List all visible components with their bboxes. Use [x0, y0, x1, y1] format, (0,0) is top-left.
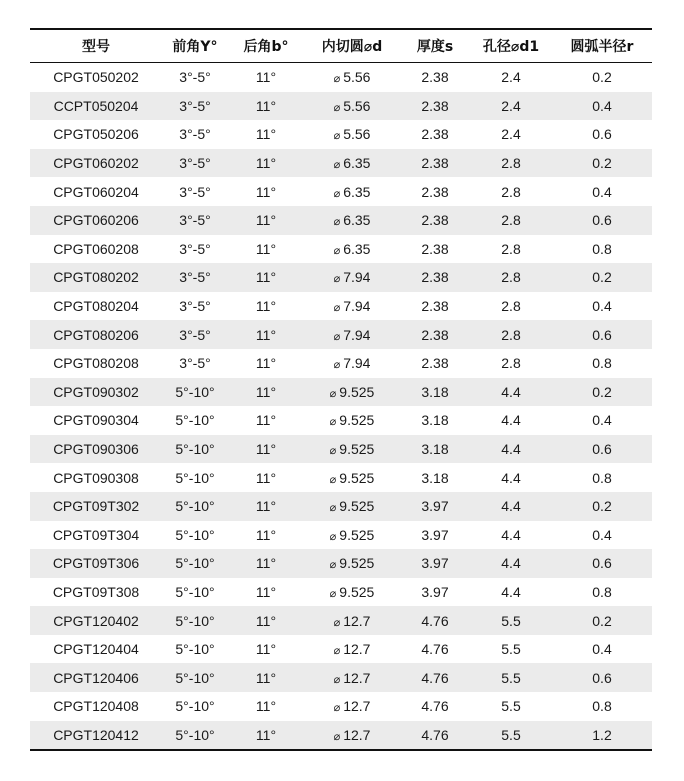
- cell-thickness: 4.76: [400, 606, 470, 635]
- cell-clearance-angle: 11°: [228, 663, 304, 692]
- cell-inscribed-circle: [304, 578, 400, 607]
- cell-hole-diameter: 2.8: [501, 183, 521, 200]
- cell-hole-diameter: 2.8: [470, 206, 552, 235]
- cell-thickness: 2.38: [400, 320, 470, 349]
- cell-hole-diameter: 4.4: [501, 412, 521, 429]
- cell-thickness: 2.38: [400, 263, 470, 292]
- cell-rake-angle: 3°-5°: [162, 149, 228, 178]
- cell-rake-angle: 5°-10°: [175, 469, 215, 486]
- diameter-symbol-icon: ⌀: [333, 330, 341, 343]
- inscribed-circle-value: 6.35: [343, 183, 371, 200]
- inscribed-circle-value: 12.7: [343, 612, 371, 629]
- cell-clearance-angle: 11°: [228, 263, 304, 292]
- cell-rake-angle: 3°-5°: [179, 240, 211, 257]
- table-row: [30, 435, 652, 464]
- table-row: [30, 463, 652, 492]
- table-row: [30, 92, 652, 121]
- cell-corner-radius: 0.2: [552, 492, 652, 521]
- diameter-symbol-icon: ⌀: [333, 302, 341, 315]
- cell-corner-radius: 0.6: [552, 435, 652, 464]
- cell-rake-angle: 3°-5°: [162, 92, 228, 121]
- cell-thickness: 3.18: [421, 469, 449, 486]
- cell-rake-angle: 5°-10°: [175, 698, 215, 715]
- cell-clearance-angle: 11°: [255, 183, 277, 200]
- header-clearance-angle: 后角b°: [243, 39, 289, 55]
- cell-model: CPGT09T302: [30, 492, 162, 521]
- table-row: [30, 349, 652, 378]
- cell-hole-diameter: 2.4: [470, 92, 552, 121]
- cell-model: CPGT09T306: [30, 549, 162, 578]
- cell-corner-radius: 0.2: [552, 606, 652, 635]
- table-row: [30, 578, 652, 607]
- cell-hole-diameter: 2.8: [501, 355, 521, 372]
- inscribed-circle-value: 9.525: [339, 469, 375, 486]
- cell-hole-diameter: 4.4: [501, 469, 521, 486]
- cell-rake-angle: 3°-5°: [179, 69, 211, 86]
- cell-corner-radius: 0.4: [552, 92, 652, 121]
- table-row: [30, 292, 652, 321]
- cell-hole-diameter: 4.4: [501, 526, 521, 543]
- cell-inscribed-circle: [304, 435, 400, 464]
- cell-inscribed-circle: [304, 635, 400, 664]
- cell-thickness: 2.38: [421, 240, 449, 257]
- cell-model: CPGT080204: [53, 298, 139, 315]
- cell-hole-diameter: 2.8: [501, 298, 521, 315]
- cell-hole-diameter: 2.8: [470, 263, 552, 292]
- cell-inscribed-circle: [304, 177, 400, 206]
- cell-corner-radius: 0.8: [592, 355, 612, 372]
- table-row: [30, 606, 652, 635]
- table-row: [30, 378, 652, 407]
- table-row: [30, 263, 652, 292]
- cell-model: CPGT050206: [53, 126, 139, 143]
- inscribed-circle-value: 6.35: [343, 212, 371, 229]
- cell-inscribed-circle: [304, 63, 400, 92]
- cell-thickness: 4.76: [400, 721, 470, 751]
- cell-clearance-angle: 11°: [255, 698, 277, 715]
- cell-hole-diameter: 2.8: [470, 149, 552, 178]
- cell-corner-radius: 1.2: [552, 721, 652, 751]
- diameter-symbol-icon: ⌀: [333, 730, 341, 743]
- table-row: [30, 406, 652, 435]
- cell-rake-angle: 5°-10°: [162, 378, 228, 407]
- cell-thickness: 3.18: [421, 412, 449, 429]
- cell-corner-radius: 0.6: [592, 126, 612, 143]
- cell-clearance-angle: 11°: [255, 298, 277, 315]
- diameter-symbol-icon: ⌀: [333, 273, 341, 286]
- cell-thickness: 3.18: [400, 435, 470, 464]
- cell-inscribed-circle: [304, 721, 400, 751]
- cell-corner-radius: 0.8: [592, 698, 612, 715]
- cell-thickness: 2.38: [421, 298, 449, 315]
- cell-model: CPGT09T304: [52, 526, 140, 543]
- cell-thickness: 2.38: [400, 206, 470, 235]
- header-inscribed-circle: 内切圆⌀d: [321, 39, 383, 55]
- table-row: [30, 235, 652, 264]
- cell-clearance-angle: 11°: [228, 721, 304, 751]
- cell-clearance-angle: 11°: [228, 149, 304, 178]
- diameter-symbol-icon: ⌀: [329, 473, 337, 486]
- cell-hole-diameter: 5.5: [501, 698, 521, 715]
- cell-clearance-angle: 11°: [255, 126, 277, 143]
- cell-inscribed-circle: [304, 663, 400, 692]
- diameter-symbol-icon: ⌀: [333, 216, 341, 229]
- cell-rake-angle: 3°-5°: [179, 355, 211, 372]
- cell-thickness: 3.18: [400, 378, 470, 407]
- cell-corner-radius: 0.6: [552, 320, 652, 349]
- inscribed-circle-value: 9.525: [339, 526, 375, 543]
- cell-thickness: 2.38: [400, 149, 470, 178]
- inscribed-circle-value: 7.94: [343, 298, 371, 315]
- inscribed-circle-value: 9.525: [339, 555, 375, 572]
- inscribed-circle-value: 9.525: [339, 383, 375, 400]
- inscribed-circle-value: 5.56: [343, 69, 371, 86]
- table-row: [30, 521, 652, 550]
- cell-rake-angle: 5°-10°: [175, 641, 215, 658]
- cell-hole-diameter: 4.4: [501, 583, 521, 600]
- table-row: [30, 692, 652, 721]
- cell-hole-diameter: 2.8: [501, 240, 521, 257]
- inscribed-circle-value: 9.525: [339, 441, 375, 458]
- cell-rake-angle: 5°-10°: [162, 492, 228, 521]
- cell-corner-radius: 0.6: [552, 663, 652, 692]
- diameter-symbol-icon: ⌀: [333, 159, 341, 172]
- cell-inscribed-circle: [304, 292, 400, 321]
- diameter-symbol-icon: ⌀: [333, 101, 341, 114]
- cell-inscribed-circle: [304, 235, 400, 264]
- cell-clearance-angle: 11°: [228, 320, 304, 349]
- cell-thickness: 4.76: [421, 641, 449, 658]
- cell-corner-radius: 0.2: [552, 263, 652, 292]
- header-model: 型号: [82, 39, 110, 55]
- cell-corner-radius: 0.4: [592, 183, 612, 200]
- cell-model: CPGT120402: [30, 606, 162, 635]
- cell-hole-diameter: 4.4: [470, 435, 552, 464]
- table-row: [30, 63, 652, 92]
- inscribed-circle-value: 7.94: [343, 355, 371, 372]
- cell-hole-diameter: 5.5: [470, 721, 552, 751]
- cell-thickness: 4.76: [421, 698, 449, 715]
- table-row: [30, 549, 652, 578]
- cell-corner-radius: 0.4: [592, 412, 612, 429]
- diameter-symbol-icon: ⌀: [333, 616, 341, 629]
- inscribed-circle-value: 9.525: [339, 412, 375, 429]
- table-row: [30, 206, 652, 235]
- cell-clearance-angle: 11°: [228, 435, 304, 464]
- cell-inscribed-circle: [304, 406, 400, 435]
- cell-rake-angle: 3°-5°: [179, 298, 211, 315]
- table-row: [30, 635, 652, 664]
- cell-hole-diameter: 2.4: [501, 126, 521, 143]
- cell-inscribed-circle: [304, 263, 400, 292]
- cell-rake-angle: 5°-10°: [175, 583, 215, 600]
- cell-corner-radius: 0.2: [552, 149, 652, 178]
- inscribed-circle-value: 5.56: [343, 97, 371, 114]
- cell-corner-radius: 0.8: [592, 240, 612, 257]
- diameter-symbol-icon: ⌀: [329, 387, 337, 400]
- cell-model: CPGT120406: [30, 663, 162, 692]
- cell-clearance-angle: 11°: [255, 526, 277, 543]
- inscribed-circle-value: 7.94: [343, 326, 371, 343]
- cell-model: CPGT120404: [53, 641, 139, 658]
- cell-model: CPGT060208: [53, 240, 139, 257]
- cell-hole-diameter: 4.4: [470, 378, 552, 407]
- cell-rake-angle: 5°-10°: [162, 721, 228, 751]
- cell-thickness: 2.38: [421, 183, 449, 200]
- diameter-symbol-icon: ⌀: [333, 673, 341, 686]
- cell-rake-angle: 3°-5°: [179, 183, 211, 200]
- cell-thickness: 3.97: [421, 526, 449, 543]
- cell-inscribed-circle: [304, 149, 400, 178]
- cell-clearance-angle: 11°: [255, 240, 277, 257]
- cell-corner-radius: 0.4: [592, 641, 612, 658]
- cell-rake-angle: 5°-10°: [162, 663, 228, 692]
- cell-thickness: 2.38: [400, 92, 470, 121]
- cell-model: CPGT060202: [30, 149, 162, 178]
- cell-rake-angle: 3°-5°: [162, 206, 228, 235]
- cell-inscribed-circle: [304, 92, 400, 121]
- diameter-symbol-icon: ⌀: [329, 530, 337, 543]
- cell-model: CPGT090304: [53, 412, 139, 429]
- cell-rake-angle: 5°-10°: [162, 435, 228, 464]
- cell-inscribed-circle: [304, 549, 400, 578]
- cell-model: CPGT080208: [53, 355, 139, 372]
- cell-inscribed-circle: [304, 606, 400, 635]
- inscribed-circle-value: 12.7: [343, 698, 371, 715]
- cell-clearance-angle: 11°: [255, 641, 277, 658]
- table-row: [30, 663, 652, 692]
- cell-clearance-angle: 11°: [255, 412, 277, 429]
- cell-rake-angle: 3°-5°: [162, 263, 228, 292]
- inscribed-circle-value: 9.525: [339, 583, 375, 600]
- cell-model: CCPT050204: [30, 92, 162, 121]
- cell-model: CPGT09T308: [52, 583, 140, 600]
- cell-clearance-angle: 11°: [228, 206, 304, 235]
- table-row: [30, 149, 652, 178]
- cell-inscribed-circle: [304, 120, 400, 149]
- cell-hole-diameter: 4.4: [470, 549, 552, 578]
- cell-corner-radius: 0.6: [552, 549, 652, 578]
- inscribed-circle-value: 6.35: [343, 240, 371, 257]
- table-row: [30, 721, 652, 751]
- cell-corner-radius: 0.2: [592, 69, 612, 86]
- cell-model: CPGT120412: [30, 721, 162, 751]
- cell-hole-diameter: 2.8: [470, 320, 552, 349]
- header-rake-angle: 前角Y°: [172, 39, 218, 55]
- cell-rake-angle: 5°-10°: [175, 526, 215, 543]
- diameter-symbol-icon: ⌀: [333, 244, 341, 257]
- cell-corner-radius: 0.4: [592, 298, 612, 315]
- cell-clearance-angle: 11°: [228, 378, 304, 407]
- header-row: [30, 29, 652, 63]
- diameter-symbol-icon: ⌀: [333, 359, 341, 372]
- cell-clearance-angle: 11°: [255, 469, 277, 486]
- cell-inscribed-circle: [304, 320, 400, 349]
- cell-corner-radius: 0.8: [592, 469, 612, 486]
- cell-thickness: 2.38: [421, 69, 449, 86]
- inscribed-circle-value: 12.7: [343, 641, 371, 658]
- header-hole-diameter: 孔径⌀d1: [482, 39, 540, 55]
- inscribed-circle-value: 12.7: [343, 726, 371, 743]
- diameter-symbol-icon: ⌀: [329, 559, 337, 572]
- cell-rake-angle: 3°-5°: [162, 320, 228, 349]
- diameter-symbol-icon: ⌀: [333, 130, 341, 143]
- cell-corner-radius: 0.2: [552, 378, 652, 407]
- cell-hole-diameter: 4.4: [470, 492, 552, 521]
- inscribed-circle-value: 9.525: [339, 498, 375, 515]
- cell-thickness: 4.76: [400, 663, 470, 692]
- cell-model: CPGT120408: [53, 698, 139, 715]
- cell-model: CPGT080206: [30, 320, 162, 349]
- cell-clearance-angle: 11°: [228, 92, 304, 121]
- cell-model: CPGT060206: [30, 206, 162, 235]
- cell-hole-diameter: 5.5: [501, 641, 521, 658]
- table-body: [30, 63, 652, 751]
- diameter-symbol-icon: ⌀: [333, 73, 341, 86]
- cell-inscribed-circle: [304, 492, 400, 521]
- header-corner-radius: 圆弧半径r: [570, 39, 634, 55]
- spec-table-container: [30, 28, 652, 751]
- cell-inscribed-circle: [304, 378, 400, 407]
- cell-inscribed-circle: [304, 463, 400, 492]
- cell-rake-angle: 5°-10°: [162, 549, 228, 578]
- inscribed-circle-value: 6.35: [343, 155, 371, 172]
- cell-inscribed-circle: [304, 521, 400, 550]
- cell-rake-angle: 5°-10°: [175, 412, 215, 429]
- diameter-symbol-icon: ⌀: [329, 502, 337, 515]
- insert-spec-table: [30, 28, 652, 751]
- cell-clearance-angle: 11°: [255, 355, 277, 372]
- header-thickness: 厚度s: [416, 39, 454, 55]
- cell-model: CPGT090302: [30, 378, 162, 407]
- cell-clearance-angle: 11°: [228, 606, 304, 635]
- cell-clearance-angle: 11°: [255, 69, 277, 86]
- cell-thickness: 3.97: [421, 583, 449, 600]
- cell-corner-radius: 0.8: [592, 583, 612, 600]
- cell-clearance-angle: 11°: [255, 583, 277, 600]
- cell-corner-radius: 0.4: [592, 526, 612, 543]
- diameter-symbol-icon: ⌀: [333, 187, 341, 200]
- diameter-symbol-icon: ⌀: [333, 702, 341, 715]
- diameter-symbol-icon: ⌀: [329, 416, 337, 429]
- diameter-symbol-icon: ⌀: [333, 645, 341, 658]
- inscribed-circle-value: 5.56: [343, 126, 371, 143]
- inscribed-circle-value: 7.94: [343, 269, 371, 286]
- cell-corner-radius: 0.6: [552, 206, 652, 235]
- cell-hole-diameter: 5.5: [470, 606, 552, 635]
- diameter-symbol-icon: ⌀: [329, 587, 337, 600]
- inscribed-circle-value: 12.7: [343, 669, 371, 686]
- cell-thickness: 3.97: [400, 492, 470, 521]
- cell-model: CPGT080202: [30, 263, 162, 292]
- cell-clearance-angle: 11°: [228, 549, 304, 578]
- cell-rake-angle: 5°-10°: [162, 606, 228, 635]
- cell-model: CPGT090308: [53, 469, 139, 486]
- cell-thickness: 3.97: [400, 549, 470, 578]
- table-row: [30, 120, 652, 149]
- cell-thickness: 2.38: [421, 126, 449, 143]
- cell-model: CPGT090306: [30, 435, 162, 464]
- cell-inscribed-circle: [304, 206, 400, 235]
- cell-model: CPGT060204: [53, 183, 139, 200]
- cell-hole-diameter: 2.4: [501, 69, 521, 86]
- table-row: [30, 177, 652, 206]
- cell-inscribed-circle: [304, 349, 400, 378]
- cell-thickness: 2.38: [421, 355, 449, 372]
- cell-model: CPGT050202: [53, 69, 139, 86]
- cell-clearance-angle: 11°: [228, 492, 304, 521]
- cell-inscribed-circle: [304, 692, 400, 721]
- diameter-symbol-icon: ⌀: [329, 445, 337, 458]
- cell-rake-angle: 3°-5°: [179, 126, 211, 143]
- table-row: [30, 320, 652, 349]
- table-row: [30, 492, 652, 521]
- cell-hole-diameter: 5.5: [470, 663, 552, 692]
